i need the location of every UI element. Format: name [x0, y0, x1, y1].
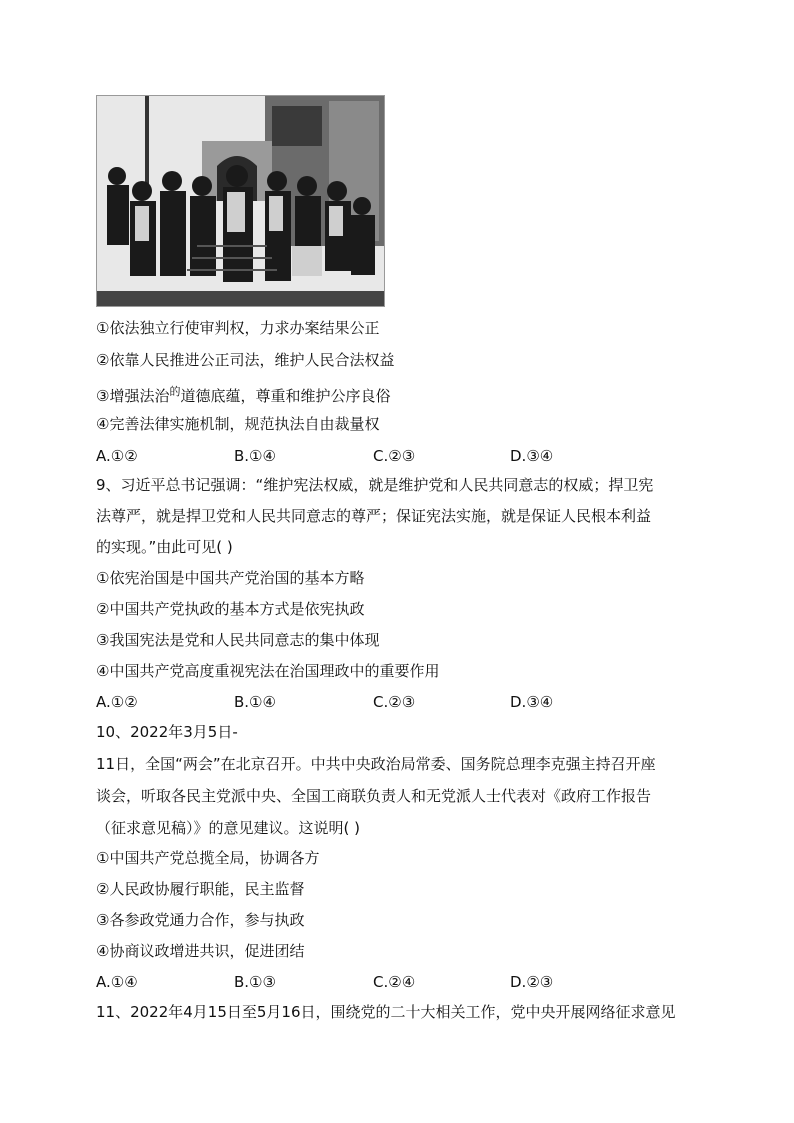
q10-option-c[interactable]: C.②④ — [373, 973, 416, 991]
q9-option-a[interactable]: A.①② — [96, 693, 138, 711]
crowd-scene-image — [97, 96, 384, 306]
q11-stem-line-1: 11、2022年4月15日至5月16日，围绕党的二十大相关工作，党中央开展网络征求意见 — [96, 1003, 676, 1021]
q10-option-b[interactable]: B.①③ — [234, 973, 276, 991]
q8-option-a[interactable]: A.①② — [96, 447, 138, 465]
woodcut-illustration — [96, 95, 385, 307]
q10-item-4: ④协商议政增进共识，促进团结 — [96, 942, 305, 960]
q9-option-c[interactable]: C.②③ — [373, 693, 416, 711]
q8-item-2: ②依靠人民推进公正司法，维护人民合法权益 — [96, 351, 395, 369]
q9-stem-line-1: 9、习近平总书记强调：“维护宪法权威，就是维护党和人民共同意志的权威；捍卫宪 — [96, 476, 654, 494]
q9-item-4: ④中国共产党高度重视宪法在治国理政中的重要作用 — [96, 662, 440, 680]
q10-item-1: ①中国共产党总揽全局，协调各方 — [96, 849, 320, 867]
q8-item-1: ①依法独立行使审判权，力求办案结果公正 — [96, 319, 380, 337]
q10-stem-line-3: 谈会，听取各民主党派中央、全国工商联负责人和无党派人士代表对《政府工作报告 — [96, 787, 652, 805]
q9-option-d[interactable]: D.③④ — [510, 693, 554, 711]
q10-stem-line-1: 10、2022年3月5日- — [96, 723, 238, 741]
q8-option-b[interactable]: B.①④ — [234, 447, 276, 465]
q8-item-4: ④完善法律实施机制，规范执法自由裁量权 — [96, 415, 380, 433]
q9-stem-line-2: 法尊严，就是捍卫党和人民共同意志的尊严；保证宪法实施，就是保证人民根本利益 — [96, 507, 652, 525]
q9-stem-line-3: 的实现。”由此可见( ) — [96, 538, 233, 556]
q9-item-1: ①依宪治国是中国共产党治国的基本方略 — [96, 569, 365, 587]
q8-option-c[interactable]: C.②③ — [373, 447, 416, 465]
q10-stem-line-4: （征求意见稿）》的意见建议。这说明( ) — [96, 819, 360, 837]
q9-option-b[interactable]: B.①④ — [234, 693, 276, 711]
q10-stem-line-2: 11日，全国“两会”在北京召开。中共中央政治局常委、国务院总理李克强主持召开座 — [96, 755, 656, 773]
q8-option-d[interactable]: D.③④ — [510, 447, 554, 465]
q8-item-3-part-a: ③增强法治 — [96, 387, 170, 405]
q9-item-3: ③我国宪法是党和人民共同意志的集中体现 — [96, 631, 380, 649]
q10-option-d[interactable]: D.②③ — [510, 973, 554, 991]
q9-item-2: ②中国共产党执政的基本方式是依宪执政 — [96, 600, 365, 618]
q10-item-3: ③各参政党通力合作，参与执政 — [96, 911, 305, 929]
q10-option-a[interactable]: A.①④ — [96, 973, 138, 991]
q10-item-2: ②人民政协履行职能，民主监督 — [96, 880, 305, 898]
q8-item-3-part-b: 道德底蕴，尊重和维护公序良俗 — [180, 387, 391, 405]
q8-item-3 — [96, 382, 390, 406]
q8-item-3-superscript: 的 — [169, 385, 181, 398]
